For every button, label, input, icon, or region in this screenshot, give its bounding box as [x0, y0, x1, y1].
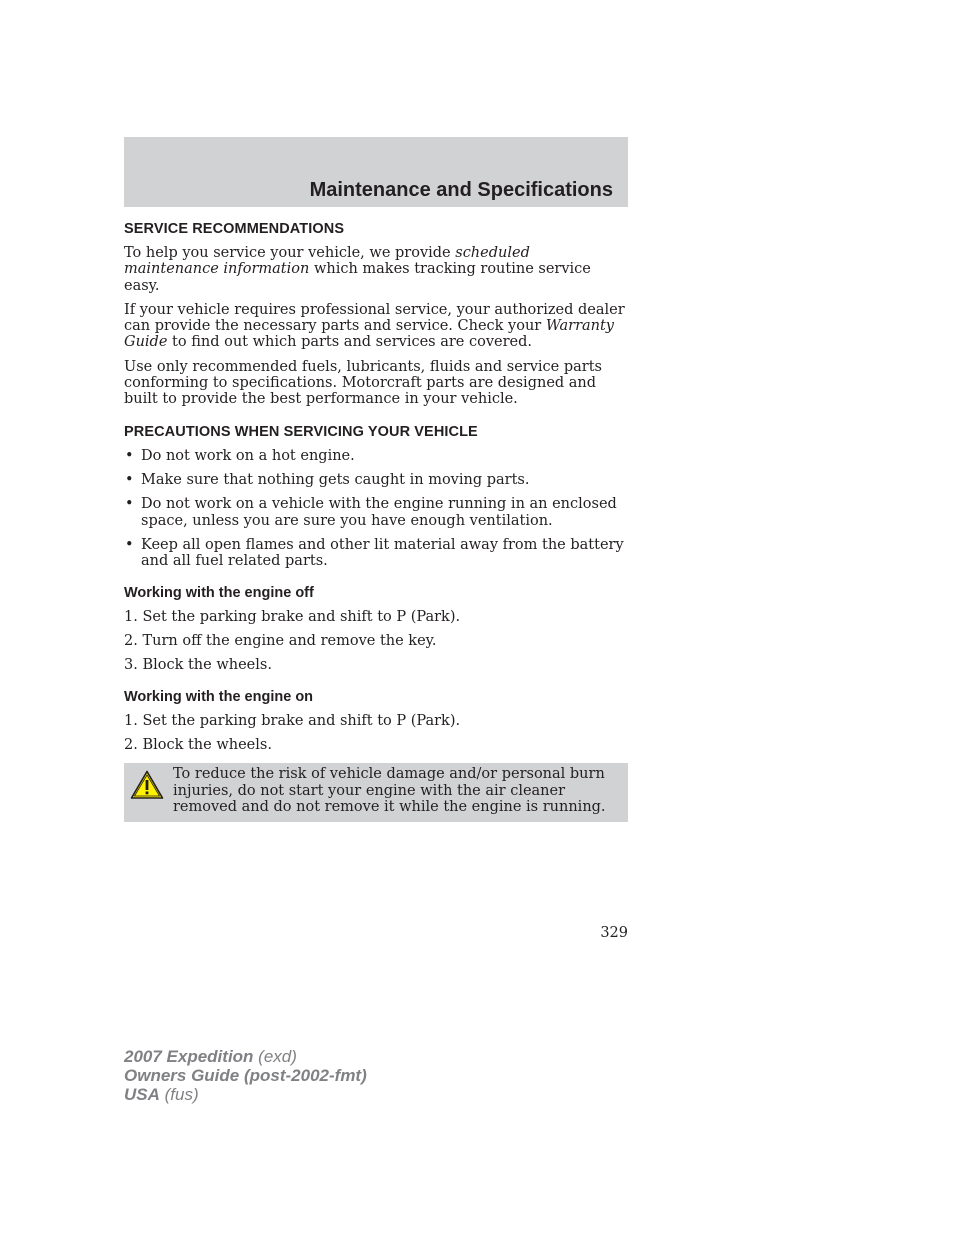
text: to find out which parts and services are covered.: [167, 334, 533, 351]
footer-line-2: [124, 1066, 367, 1085]
page-title: Maintenance and Specifications: [309, 179, 613, 201]
text: 2007 Expedition: [124, 1047, 254, 1066]
text: Owners Guide (post-2002-fmt): [124, 1066, 367, 1085]
text: To help you service your vehicle, we provide: [124, 245, 456, 261]
text: USA: [124, 1085, 160, 1104]
list-item: • Make sure that nothing gets caught in moving parts.: [124, 472, 628, 488]
engine-on-heading: Working with the engine on: [124, 689, 314, 706]
service-paragraph-2: [124, 302, 628, 351]
footer: [124, 1047, 367, 1104]
engine-off-steps: [124, 609, 628, 673]
precautions-list: [124, 448, 628, 570]
emphasis-text: Warranty Guide: [124, 318, 614, 351]
engine-off-heading: Working with the engine off: [124, 585, 314, 602]
list-item: 3. Block the wheels.: [124, 657, 272, 674]
text: (exd): [253, 1047, 297, 1066]
precautions-heading: PRECAUTIONS WHEN SERVICING YOUR VEHICLE: [124, 423, 478, 440]
footer-line-1: [124, 1047, 367, 1066]
list-item: • Do not work on a hot engine.: [124, 448, 628, 464]
text: If your vehicle requires professional service, your authorized dealer can provide the necessary parts and service. Check your: [124, 301, 625, 335]
page-number: 329: [600, 925, 628, 941]
service-paragraph-3: Use only recommended fuels, lubricants, fluids and service parts conforming to specifications. Motorcraft parts are designed and built to provide the best performance in your vehicle.: [124, 358, 602, 408]
service-paragraph-1: [124, 245, 628, 294]
list-item: 1. Set the parking brake and shift to P (Park).: [124, 609, 461, 626]
text: (fus): [159, 1085, 199, 1104]
warning-triangle-icon: [130, 770, 164, 800]
list-item: 1. Set the parking brake and shift to P (Park).: [124, 713, 461, 730]
list-item: • Do not work on a vehicle with the engine running in an enclosed space, unless you are sure you have enough ventilation.: [124, 496, 628, 529]
content: [124, 221, 628, 822]
service-recommendations-heading: SERVICE RECOMMENDATIONS: [124, 221, 345, 237]
text: which makes tracking routine service easy.: [124, 261, 591, 294]
list-item: 2. Turn off the engine and remove the key.: [124, 633, 437, 650]
footer-line-3: [124, 1085, 367, 1104]
header-band: [124, 137, 628, 207]
warning-text: To reduce the risk of vehicle damage and/or personal burn injuries, do not start your engine with the air cleaner removed and do not remove it while the engine is running.: [173, 766, 606, 816]
list-item: • Keep all open flames and other lit material away from the battery and all fuel related parts.: [124, 537, 628, 570]
warning-box: [124, 763, 628, 822]
emphasis-text: scheduled maintenance information: [124, 245, 530, 278]
engine-on-steps: [124, 713, 628, 753]
list-item: 2. Block the wheels.: [124, 737, 272, 754]
